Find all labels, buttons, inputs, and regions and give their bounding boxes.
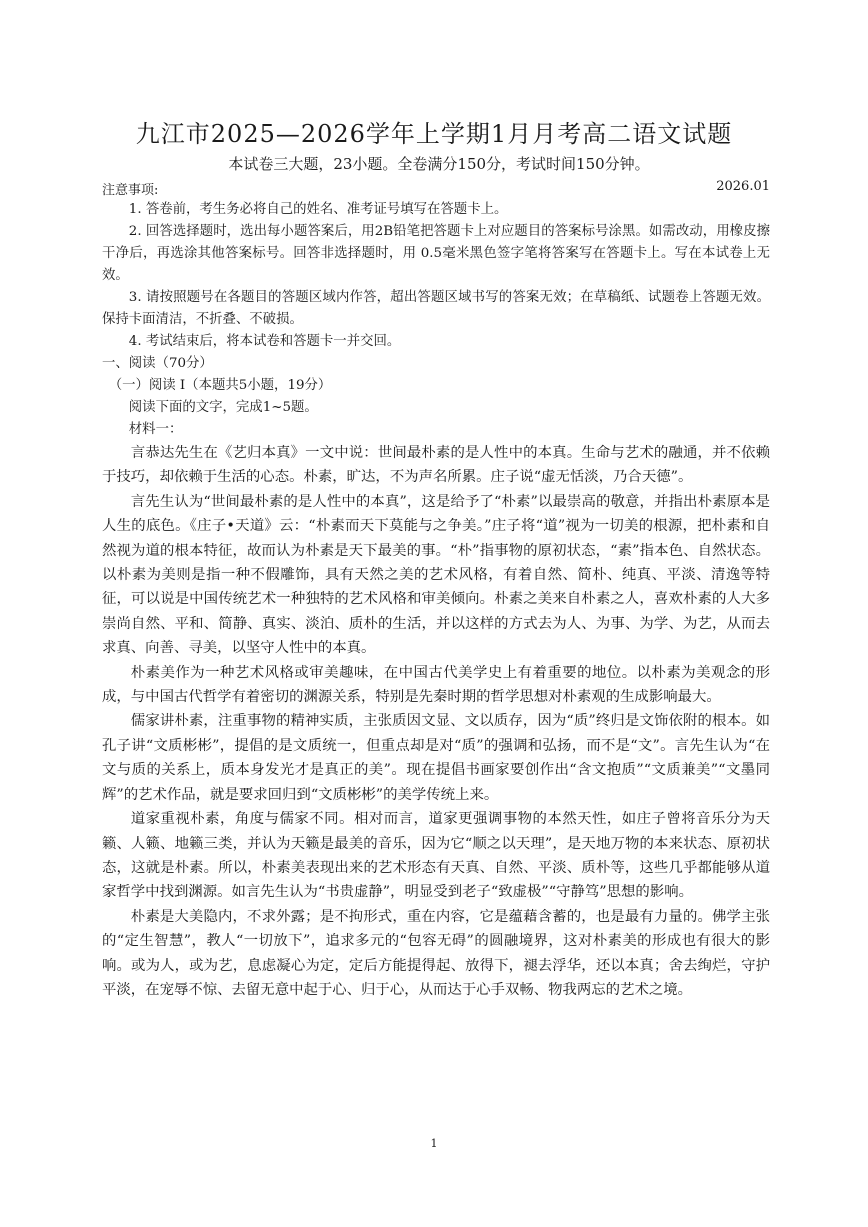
reading-prompt: 阅读下面的文字，完成1~5题。 xyxy=(128,400,318,415)
exam-subtitle: 本试卷三大题，23小题。全卷满分150分，考试时间150分钟。 xyxy=(228,155,650,173)
passage-paragraph: 道家重视朴素，角度与儒家不同。相对而言，道家更强调事物的本然天性，如庄子曾将音乐分为天籁、人籁、地籁三类，并认为天籁是最美的音乐，因为它“顺之以天理”，是天地万物的本来状态、原初状态，这就是朴素。所以，朴素美表现出来的艺术形态有天真、自然、平淡、质朴等，这些几乎都能够从道家哲学中找到渊源。如言先生认为“书贵虚静”，明显受到老子“致虚极”“守静笃”思想的影响。 xyxy=(102,811,770,901)
notice-label: 注意事项: xyxy=(102,183,159,198)
section-heading: 一、阅读（70分） xyxy=(102,356,213,371)
reading-passage xyxy=(102,441,770,1002)
passage-paragraph: 言恭达先生在《艺归本真》一文中说：世间最朴素的是人性中的本真。生命与艺术的融通，并不依赖于技巧，却依赖于生活的心态。朴素，旷达，不为声名所累。庄子说“虚无恬淡，乃合天德”。 xyxy=(102,445,770,486)
passage-paragraph: 朴素美作为一种艺术风格或审美趣味，在中国古代美学史上有着重要的地位。以朴素为美观念的形成，与中国古代哲学有着密切的渊源关系，特别是先秦时期的哲学思想对朴素观的生成影响最大。 xyxy=(102,664,770,706)
exam-title: 九江市2025—2026学年上学期1月月考高二语文试题 xyxy=(135,120,733,148)
exam-content xyxy=(102,199,770,1002)
material-label: 材料一： xyxy=(128,422,183,437)
subsection-heading: （一）阅读 I（本题共5小题，19分） xyxy=(108,378,332,393)
passage-paragraph: 儒家讲朴素，注重事物的精神实质，主张质因文显、文以质存，因为“质”终归是文饰依附的根本。如孔子讲“文质彬彬”，提倡的是文质统一，但重点却是对“质”的强调和弘扬，而不是“文”。言先生认为“在文与质的关系上，质本身发光才是真正的美”。现在提倡书画家要创作出“含文抱质”“文质兼美”“文墨同辉”的艺术作品，就是要求回归到“文质彬彬”的美学传统上来。 xyxy=(102,713,770,803)
instruction-4: 4. 考试结束后，将本试卷和答题卡一并交回。 xyxy=(128,334,401,349)
page-number: 1 xyxy=(430,1137,438,1150)
instruction-1: 1. 答卷前，考生务必将自己的姓名、准考证号填写在答题卡上。 xyxy=(128,202,508,217)
instruction-2: 2. 回答选择题时，选出每小题答案后，用2B铅笔把答题卡上对应题目的答案标号涂黑。如需改动，用橡皮擦干净后，再选涂其他答案标号。回答非选择题时，用 0.5毫米黑色签字笔将答案写在答题卡上。写在本试卷上无效。 xyxy=(102,224,770,283)
exam-date: 2026.01 xyxy=(716,179,770,194)
passage-paragraph: 朴素是大美隐内，不求外露；是不拘形式，重在内容，它是蕴藉含蓄的，也是最有力量的。佛学主张的“定生智慧”，教人“一切放下”，追求多元的“包容无碍”的圆融境界，这对朴素美的形成也有很大的影响。或为人，或为艺，息虑凝心为定，定后方能提得起、放得下，褪去浮华，还以本真；舍去绚烂，守护平淡，在宠辱不惊、去留无意中起于心、归于心，从而达于心手双畅、物我两忘的艺术之境。 xyxy=(102,908,770,998)
passage-paragraph: 言先生认为“世间最朴素的是人性中的本真”，这是给予了“朴素”以最崇高的敬意，并指出朴素原本是人生的底色。《庄子•天道》云：“朴素而天下莫能与之争美。”庄子将“道”视为一切美的根源，把朴素和自然视为道的根本特征，故而认为朴素是天下最美的事。“朴”指事物的原初状态，“素”指本色、自然状态。以朴素为美则是指一种不假雕饰，具有天然之美的艺术风格，有着自然、简朴、纯真、平淡、清逸等特征，可以说是中国传统艺术一种独特的艺术风格和审美倾向。朴素之美来自朴素之人，喜欢朴素的人大多崇尚自然、平和、简静、真实、淡泊、质朴的生活，并以这样的方式去为人、为事、为学、为艺，从而去求真、向善、寻美，以坚守人性中的本真。 xyxy=(102,493,770,657)
notice-row xyxy=(102,179,770,198)
instruction-3: 3. 请按照题号在各题目的答题区域内作答，超出答题区域书写的答案无效；在草稿纸、试题卷上答题无效。保持卡面清洁，不折叠、不破损。 xyxy=(102,290,770,327)
